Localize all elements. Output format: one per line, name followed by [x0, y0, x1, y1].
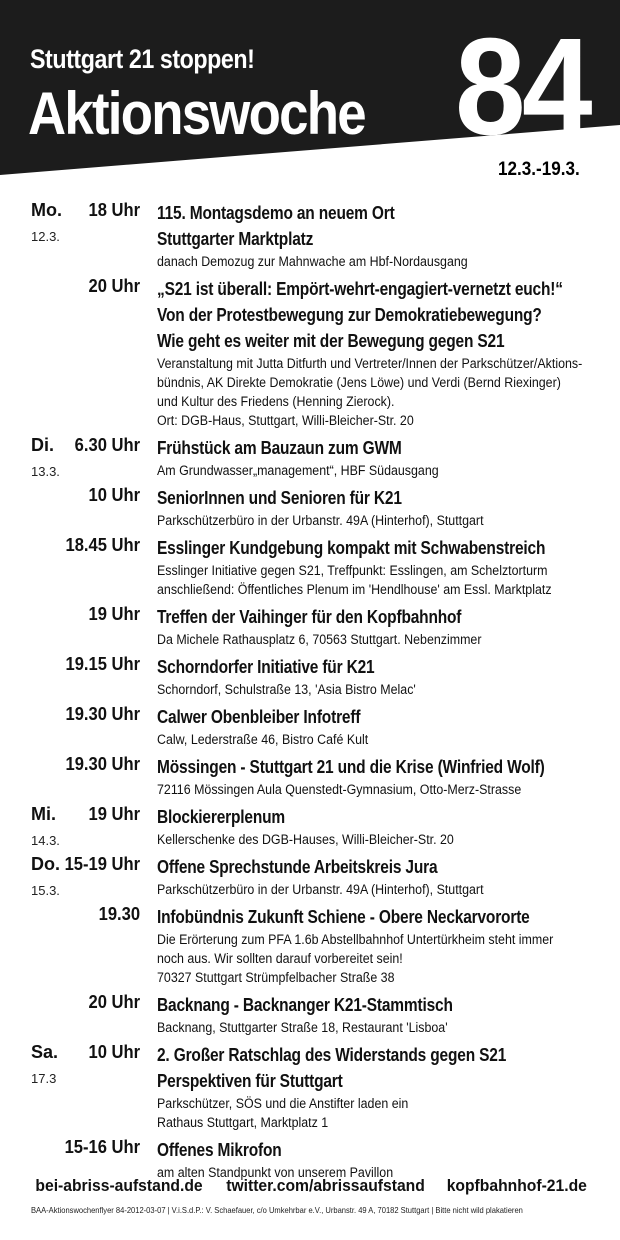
event-detail: Die Erörterung zum PFA 1.6b Abstellbahnhof Untertürkheim steht immer: [157, 932, 554, 947]
event-time: 18.45 Uhr: [65, 535, 140, 555]
event-row: [0, 1042, 620, 1132]
event-detail: Rathaus Stuttgart, Marktplatz 1: [157, 1115, 329, 1130]
event-title: „S21 ist überall: Empört-wehrt-engagiert-vernetzt euch!“: [157, 279, 563, 299]
event-detail: Da Michele Rathausplatz 6, 70563 Stuttgart. Nebenzimmer: [157, 632, 482, 647]
event-row: [0, 276, 620, 430]
event-title: Stuttgarter Marktplatz: [157, 229, 314, 249]
footer-links: [31, 1177, 591, 1196]
event-row: [0, 435, 620, 480]
event-time: 20 Uhr: [88, 992, 140, 1012]
event-time: 19.30 Uhr: [65, 754, 140, 774]
event-detail: und Kultur des Friedens (Henning Zierock).: [157, 394, 395, 409]
event-title: Schorndorfer Initiative für K21: [157, 657, 375, 677]
event-detail: Ort: DGB-Haus, Stuttgart, Willi-Bleicher-Str. 20: [157, 413, 414, 428]
header-banner: [0, 0, 620, 175]
event-detail: noch aus. Wir sollten darauf vorbereitet sein!: [157, 951, 403, 966]
event-title: Perspektiven für Stuttgart: [157, 1071, 343, 1091]
event-title: Mössingen - Stuttgart 21 und die Krise (Winfried Wolf): [157, 757, 545, 777]
event-detail: Schorndorf, Schulstraße 13, 'Asia Bistro Melac': [157, 682, 416, 697]
day-label: Do.: [31, 854, 60, 874]
event-row: [0, 804, 620, 849]
event-detail: Backnang, Stuttgarter Straße 18, Restaurant 'Lisboa': [157, 1020, 448, 1035]
event-row: [0, 200, 620, 271]
event-row: [0, 535, 620, 599]
event-time: 19.30: [98, 904, 140, 924]
event-title: Offenes Mikrofon: [157, 1140, 282, 1160]
event-title: Calwer Obenbleiber Infotreff: [157, 707, 361, 727]
event-row: [0, 854, 620, 899]
event-detail: bündnis, AK Direkte Demokratie (Jens Löwe) und Verdi (Bernd Riexinger): [157, 375, 561, 390]
event-time: 19.30 Uhr: [65, 704, 140, 724]
website-link[interactable]: bei-abriss-aufstand.de: [35, 1177, 203, 1195]
event-title: Wie geht es weiter mit der Bewegung gegen S21: [157, 331, 505, 351]
twitter-link[interactable]: twitter.com/abrissaufstand: [225, 1177, 425, 1195]
event-time: 18 Uhr: [88, 200, 140, 220]
day-label: Di.: [31, 435, 55, 455]
event-program: [0, 200, 620, 1187]
event-time: 19.15 Uhr: [65, 654, 140, 674]
event-title: SeniorInnen und Senioren für K21: [157, 488, 402, 508]
event-title: Offene Sprechstunde Arbeitskreis Jura: [157, 857, 438, 877]
event-time: 10 Uhr: [88, 485, 140, 505]
event-detail: Parkschützerbüro in der Urbanstr. 49A (Hinterhof), Stuttgart: [157, 882, 484, 897]
event-title: Frühstück am Bauzaun zum GWM: [157, 438, 402, 458]
day-date: 15.3.: [31, 883, 60, 898]
day-label: Mi.: [31, 804, 56, 824]
week-dates: 12.3.-19.3.: [498, 159, 580, 180]
day-label: Mo.: [31, 200, 62, 220]
day-date: 13.3.: [31, 464, 60, 479]
flyer-subtitle: Stuttgart 21 stoppen!: [30, 44, 255, 74]
event-detail: Parkschützerbüro in der Urbanstr. 49A (Hinterhof), Stuttgart: [157, 513, 484, 528]
event-row: [0, 904, 620, 987]
event-time: 6.30 Uhr: [74, 435, 140, 455]
event-row: [0, 992, 620, 1037]
event-title: 115. Montagsdemo an neuem Ort: [157, 203, 395, 223]
event-detail: Am Grundwasser„management“, HBF Südausgang: [157, 463, 439, 478]
day-date: 14.3.: [31, 833, 60, 848]
event-detail: anschließend: Öffentliches Plenum im 'Hendlhouse' am Essl. Marktplatz: [157, 582, 552, 597]
event-time: 20 Uhr: [88, 276, 140, 296]
day-date: 12.3.: [31, 229, 60, 244]
event-detail: Veranstaltung mit Jutta Ditfurth und Vertreter/Innen der Parkschützer/Aktions-: [157, 356, 583, 371]
event-row: [0, 754, 620, 799]
event-title: Backnang - Backnanger K21-Stammtisch: [157, 995, 453, 1015]
issue-number: 84: [455, 10, 589, 164]
event-title: Esslinger Kundgebung kompakt mit Schwabenstreich: [157, 538, 546, 558]
event-detail: Calw, Lederstraße 46, Bistro Café Kult: [157, 732, 369, 747]
day-date: 17.3: [31, 1071, 57, 1086]
day-label: Sa.: [31, 1042, 59, 1062]
event-detail: Esslinger Initiative gegen S21, Treffpunkt: Esslingen, am Schelztorturm: [157, 563, 548, 578]
event-title: Treffen der Vaihinger für den Kopfbahnhof: [157, 607, 462, 627]
event-time: 15-19 Uhr: [64, 854, 140, 874]
event-row: [0, 654, 620, 699]
event-detail: 72116 Mössingen Aula Quenstedt-Gymnasium, Otto-Merz-Strasse: [157, 782, 522, 797]
imprint-text: BAA-Aktionswochenflyer 84-2012-03-07 | V.i.S.d.P.: V. Schaefauer, c/o Umkehrbar e.V., Urbanstr. 49 A, 70182 Stuttgart | Bitte nicht wild plakatieren: [31, 1205, 523, 1215]
event-title: Von der Protestbewegung zur Demokratiebewegung?: [157, 305, 542, 325]
event-time: 10 Uhr: [88, 1042, 140, 1062]
event-row: [0, 604, 620, 649]
event-row: [0, 704, 620, 749]
kopfbahnhof-link[interactable]: kopfbahnhof-21.de: [447, 1177, 588, 1195]
event-detail: danach Demozug zur Mahnwache am Hbf-Nordausgang: [157, 254, 468, 269]
flyer-title: Aktionswoche: [28, 80, 365, 147]
event-detail: Kellerschenke des DGB-Hauses, Willi-Bleicher-Str. 20: [157, 832, 454, 847]
event-time: 19 Uhr: [88, 604, 140, 624]
event-detail: am alten Standpunkt von unserem Pavillon: [157, 1165, 394, 1180]
event-title: Blockiererplenum: [157, 807, 286, 827]
event-row: [0, 485, 620, 530]
event-title: 2. Großer Ratschlag des Widerstands gegen S21: [157, 1045, 507, 1065]
event-row: [0, 1137, 620, 1182]
event-detail: Parkschützer, SÖS und die Anstifter laden ein: [157, 1096, 409, 1111]
event-detail: 70327 Stuttgart Strümpfelbacher Straße 38: [157, 970, 395, 985]
event-time: 15-16 Uhr: [64, 1137, 140, 1157]
event-time: 19 Uhr: [88, 804, 140, 824]
event-title: Infobündnis Zukunft Schiene - Obere Neckarvororte: [157, 907, 530, 927]
